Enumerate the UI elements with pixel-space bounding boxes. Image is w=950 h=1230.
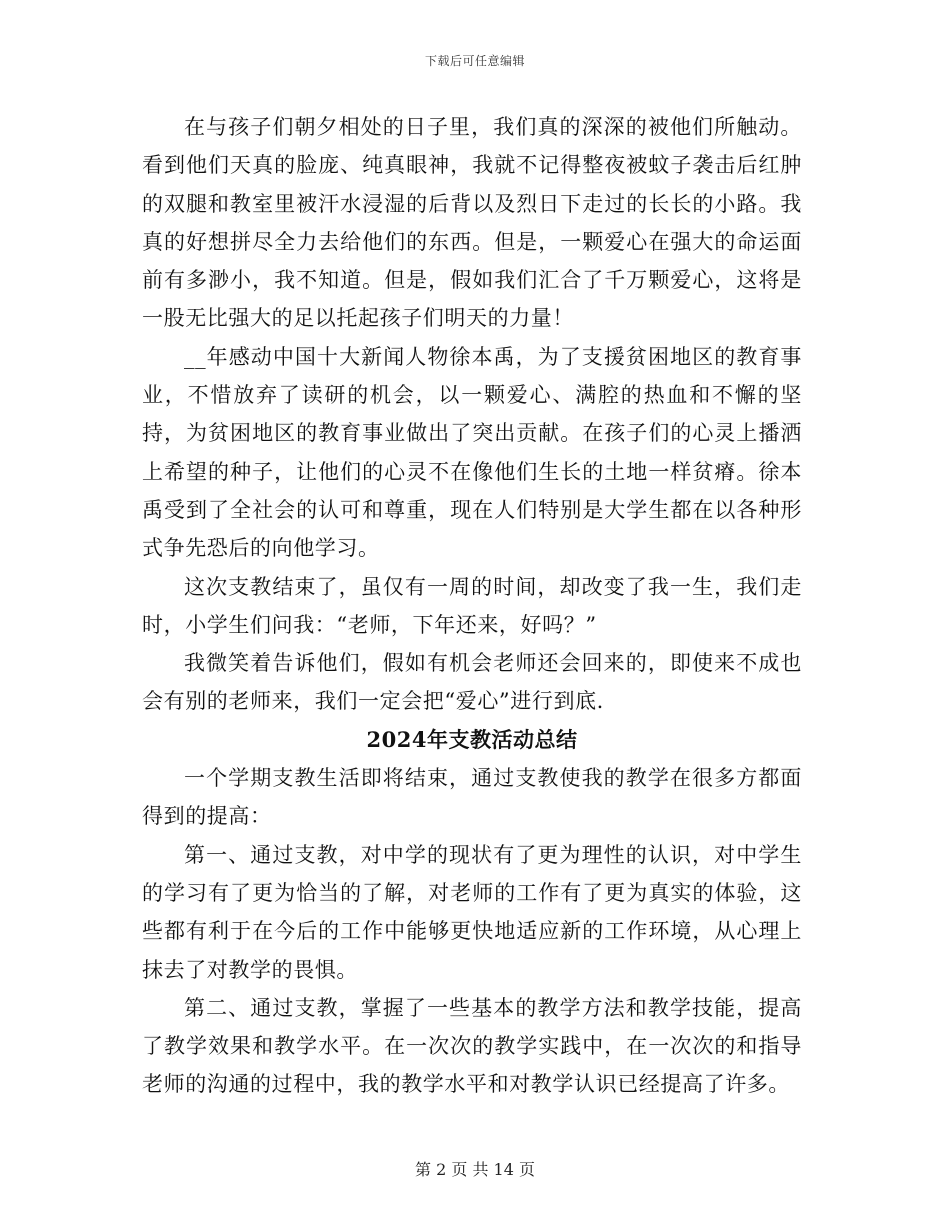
paragraph-smile-reply: 我微笑着告诉他们，假如有机会老师还会回来的，即使来不成也会有别的老师来，我们一定会把“爱心”进行到底. [142, 651, 802, 714]
page-number: 第 2 页 共 14 页 [415, 1160, 535, 1179]
paragraph-semester-intro: 一个学期支教生活即将结束，通过支教使我的教学在很多方都面得到的提高： [142, 766, 802, 829]
document-body [142, 108, 802, 1104]
section-title: 2024年支教活动总结 [366, 726, 578, 752]
paragraph-xu-benyu: __年感动中国十大新闻人物徐本禹，为了支援贫困地区的教育事业，不惜放弃了读研的机会，以一颗爱心、满腔的热血和不懈的坚持，为贫困地区的教育事业做出了突出贡献。在孩子们的心灵上播洒上希望的种子，让他们的心灵不在像他们生长的土地一样贫瘠。徐本禹受到了全社会的认可和尊重，现在人们特别是大学生都在以各种形式争先恐后的向他学习。 [142, 344, 802, 561]
page-header: 下载后可任意编辑 [424, 54, 525, 68]
paragraph-teaching-ended: 这次支教结束了，虽仅有一周的时间，却改变了我一生，我们走时，小学生们问我：“老师，下年还来，好吗？” [142, 574, 802, 637]
paragraph-touched-by-children: 在与孩子们朝夕相处的日子里，我们真的深深的被他们所触动。看到他们天真的脸庞、纯真眼神，我就不记得整夜被蚊子袭击后红肿的双腿和教室里被汗水浸湿的后背以及烈日下走过的长长的小路。我真的好想拼尽全力去给他们的东西。但是，一颗爱心在强大的命运面前有多渺小，我不知道。但是，假如我们汇合了千万颗爱心，这将是一股无比强大的足以托起孩子们明天的力量！ [142, 115, 802, 331]
paragraph-point-two: 第二、通过支教，掌握了一些基本的教学方法和教学技能，提高了教学效果和教学水平。在一次次的教学实践中，在一次次的和指导老师的沟通的过程中，我的教学水平和对教学认识已经提高了许多。 [142, 995, 802, 1097]
paragraph-point-one: 第一、通过支教，对中学的现状有了更为理性的认识，对中学生的学习有了更为恰当的了解，对老师的工作有了更为真实的体验，这些都有利于在今后的工作中能够更快地适应新的工作环境，从心理上抹去了对教学的畏惧。 [142, 842, 802, 982]
